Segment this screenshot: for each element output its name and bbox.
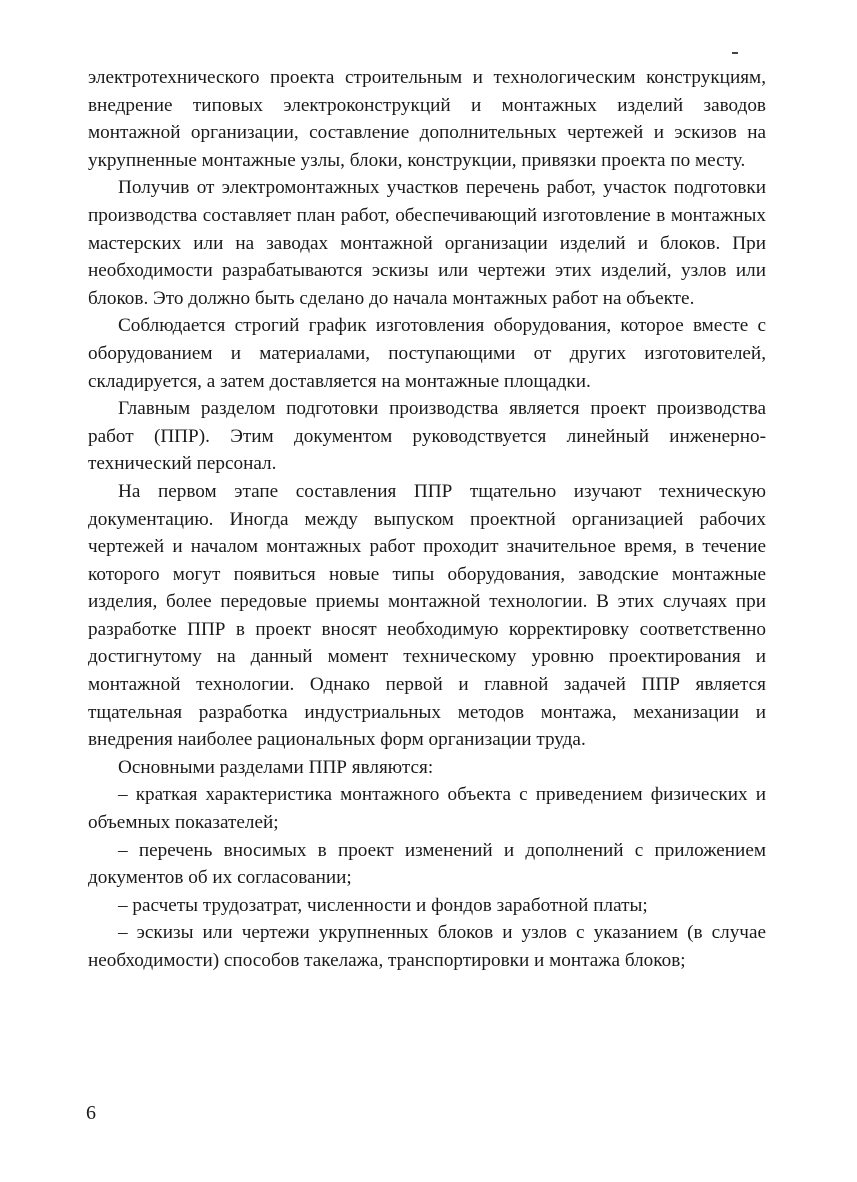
paragraph: Получив от электромонтажных участков перечень работ, участок подготовки производства составляет план работ, обеспечивающий изготовление в монтажных мастерских или на заводах монтажной организации изделий и блоков. При необходимости разрабатываются эскизы или чертежи этих изделий, узлов или блоков. Это должно быть сделано до начала монтажных работ на объекте. (88, 177, 766, 309)
page-body (88, 64, 766, 975)
paragraph: Главным разделом подготовки производства является проект производства работ (ППР). Этим документом руководствуется линейный инженерно-технический персонал. (88, 398, 766, 475)
paragraph: На первом этапе составления ППР тщательно изучают техническую документацию. Иногда между выпуском проектной организацией рабочих чертежей и началом монтажных работ проходит значительное время, в течение которого могут появиться новые типы оборудования, заводские монтажные изделия, более передовые приемы монтажной технологии. В этих случаях при разработке ППР в проект вносят необходимую корректировку соответственно достигнутому на данный момент техническому уровню проектирования и монтажной технологии. Однако первой и главной задачей ППР является тщательная разработка индустриальных методов монтажа, механизации и внедрения наиболее рациональных форм организации труда. (88, 480, 766, 751)
list-item: – краткая характеристика монтажного объекта с приведением физических и объемных показателей; (88, 784, 766, 834)
list-intro: Основными разделами ППР являются: (118, 756, 434, 778)
list-item: – перечень вносимых в проект изменений и дополнений с приложением документов об их согласовании; (88, 839, 766, 889)
paragraph-continuation: электротехнического проекта строительным и технологическим конструкциям, внедрение типовых электроконструкций и монтажных изделий заводов монтажной организации, составление дополнительных чертежей и эскизов на укрупненные монтажные узлы, блоки, конструкции, привязки проекта по месту. (88, 67, 766, 171)
scan-speck (732, 52, 738, 54)
list-item: – расчеты трудозатрат, численности и фондов заработной платы; (118, 894, 648, 916)
paragraph: Соблюдается строгий график изготовления оборудования, которое вместе с оборудованием и материалами, поступающими от других изготовителей, складируется, а затем доставляется на монтажные площадки. (88, 315, 766, 392)
list-item: – эскизы или чертежи укрупненных блоков и узлов с указанием (в случае необходимости) способов такелажа, транспортировки и монтажа блоков; (88, 922, 766, 971)
page-number: 6 (86, 1102, 96, 1124)
